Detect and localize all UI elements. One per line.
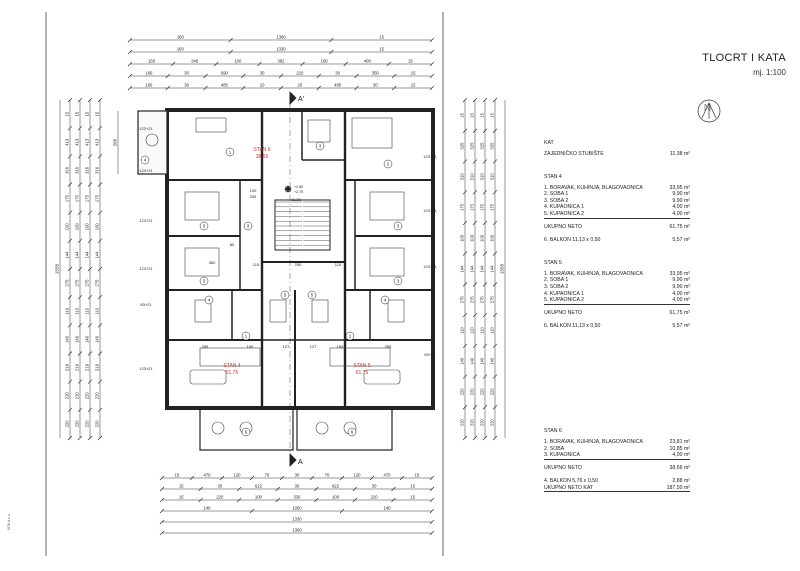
row-label: 1. BORAVAK, KUHINJA, BLAGOVAONICA: [544, 438, 643, 445]
dimension-label: 160: [148, 58, 156, 64]
dimension-label: 175: [459, 204, 465, 212]
room-number: 5: [310, 292, 314, 298]
dimension-label: 100: [234, 58, 242, 64]
dimension-label: 15: [410, 70, 416, 76]
dimension-label: 275: [74, 279, 80, 287]
stair-level-marker: [285, 186, 291, 192]
dimension-label: 144: [64, 251, 70, 259]
room-number: 3: [202, 223, 206, 229]
dimension-label: 15: [178, 483, 184, 489]
inner-dimension-label: 190: [336, 344, 344, 349]
dimension-label: 15: [74, 111, 80, 117]
row-value: 33,95 m²: [669, 184, 690, 191]
dimension-label: 220: [489, 419, 495, 427]
row-label: UKUPNO NETO: [544, 223, 582, 230]
dimension-label: 275: [479, 296, 485, 304]
dimension-label: 100: [332, 494, 340, 500]
dimension-label: 140: [479, 357, 485, 365]
room-number: 1: [244, 333, 248, 339]
dimension-label: 1360: [292, 527, 302, 533]
window-label: 123+21: [139, 366, 153, 371]
window-label: 123+21: [139, 218, 153, 223]
dimension-label: 275: [489, 296, 495, 304]
dimension-label: 30: [371, 483, 377, 489]
dimension-label: 100: [479, 234, 485, 242]
dimension-label: 310: [459, 173, 465, 181]
inner-dimension-label: 205: [249, 194, 257, 199]
window-label: 123+21: [423, 154, 437, 159]
table-row: [544, 224, 690, 231]
dimension-label: 219: [64, 364, 70, 372]
bed: [352, 118, 392, 148]
row-label: 3. KUPAONICA: [544, 452, 580, 459]
bed: [185, 192, 219, 220]
table-row: [544, 198, 690, 205]
dimension-label: 110: [479, 327, 485, 334]
dimension-label: 1330: [292, 516, 302, 522]
dimension-label: 110: [469, 327, 475, 334]
dimension-total-label: 1558: [499, 263, 505, 275]
dimension-label: 30: [335, 70, 340, 76]
dimension-label: 220: [459, 419, 465, 427]
dimension-label: 175: [94, 195, 100, 203]
bed: [196, 118, 226, 132]
dimension-label: 219: [84, 364, 90, 372]
stair-level-2: +2,70: [294, 190, 304, 194]
row-value: 33,95 m²: [669, 270, 690, 277]
row-label: 1. BORAVAK, KUHINJA, BLAGOVAONICA: [544, 270, 643, 277]
dimension-label: 15: [379, 46, 385, 52]
stair-treads: [275, 202, 330, 245]
dimension-label: 110: [459, 327, 465, 334]
dimension-label: 220: [74, 420, 80, 428]
sheet-title: TLOCRT I KATA: [702, 52, 786, 64]
dimension-label: 70: [324, 472, 330, 478]
table-row: [544, 211, 690, 219]
outdoor-table: [316, 422, 328, 434]
dimension-label: 470: [203, 472, 211, 478]
dimension-label: 1330: [276, 46, 286, 52]
dimension-label: 210: [296, 70, 304, 76]
dimension-label: 220: [469, 419, 475, 427]
dimension-label: 220: [64, 392, 70, 400]
dimension-label: 275: [459, 296, 465, 304]
dimension-label: 15: [459, 113, 465, 118]
dimension-label: 15: [469, 113, 475, 118]
dimension-label: 348: [191, 58, 199, 64]
dimension-label: 175: [469, 204, 475, 212]
stair-area: 11,38: [291, 198, 301, 202]
window-labels: [139, 126, 437, 371]
inner-dimension-label: 127: [282, 344, 290, 349]
dimension-label: 140: [94, 335, 100, 343]
dimension-label: 1360: [276, 34, 286, 40]
dimension-label: 690: [220, 70, 228, 76]
row-value: 38,66 m²: [669, 464, 690, 471]
table-row: [544, 478, 690, 485]
dimension-label: 325: [479, 142, 485, 150]
dimension-label: 219: [94, 364, 100, 372]
row-value: 9,90 m²: [672, 283, 690, 290]
sheet-scale: mj. 1:100: [753, 68, 786, 77]
apartment-area-stan5: 61,75: [355, 370, 369, 376]
dimension-label: 144: [469, 265, 475, 273]
stan6-rows: [544, 439, 690, 460]
outdoor-table: [212, 422, 224, 434]
row-value: 187,50 m²: [666, 484, 690, 491]
dimension-label: 15: [84, 111, 90, 117]
row-label: UKUPNO NETO: [544, 309, 582, 316]
dimension-label: 275: [469, 296, 475, 304]
table-row: [544, 237, 690, 244]
dimension-label: 1050: [292, 505, 302, 511]
room-number: 1: [228, 149, 232, 155]
dimension-label: 140: [459, 357, 465, 365]
dimension-label: 15: [410, 483, 416, 489]
dimension-label: 100: [64, 223, 70, 231]
row-label: UKUPNO NETO KAT: [544, 484, 594, 491]
dimension-label: 316: [64, 166, 70, 174]
row-label: 5. KUPAONICA 2: [544, 210, 584, 217]
dimension-label: 144: [489, 265, 495, 273]
apartment-area-stan6: 38,66: [255, 154, 269, 160]
dimension-label: 140: [203, 505, 211, 511]
dimension-label: 120: [353, 472, 361, 478]
bed: [370, 248, 404, 276]
dimension-label: 30: [184, 70, 189, 76]
row-label: 4. KUPAONICA 1: [544, 290, 584, 297]
inner-dimension-label: 190: [246, 344, 254, 349]
room-number: 3: [246, 223, 250, 229]
section-label-bottom: A: [298, 459, 303, 466]
dining-table: [364, 370, 400, 384]
inner-dimension-label: 115: [334, 262, 342, 267]
dimension-label: 160: [176, 46, 184, 52]
dimension-label: 175: [489, 204, 495, 212]
dimension-label: 310: [469, 173, 475, 181]
stan6-title: STAN 6: [544, 427, 562, 434]
dimension-label: 110: [489, 327, 495, 334]
row-value: 11,38 m²: [669, 151, 690, 157]
room-number: 1: [348, 333, 352, 339]
dimension-label: 144: [459, 265, 465, 273]
dimension-label: 100: [94, 223, 100, 231]
dimension-label: 70: [264, 472, 270, 478]
dimension-label: 100: [74, 223, 80, 231]
dimension-label: 100: [459, 234, 465, 242]
dimension-label: 15: [479, 113, 485, 118]
row-value: 4,00 m²: [672, 204, 690, 211]
dimension-label: 15: [410, 494, 416, 500]
room-number: 2: [386, 161, 390, 167]
dimension-label: 400: [363, 58, 371, 64]
row-value: 23,81 m²: [669, 438, 690, 445]
stair-level-1: +2,80: [294, 185, 304, 189]
bathroom-fixture: [308, 120, 330, 142]
dimension-label: 220: [74, 392, 80, 400]
dimension-label: 15: [414, 472, 420, 478]
dimension-label: 325: [459, 142, 465, 150]
dimension-label: 220: [84, 420, 90, 428]
row-value: 10,85 m²: [669, 445, 690, 452]
dimension-label: 140: [469, 357, 475, 365]
table-row: [544, 204, 690, 211]
table-row: [544, 465, 690, 472]
dimension-label: 275: [64, 279, 70, 287]
dimension-label: 220: [64, 420, 70, 428]
table-row: [544, 323, 690, 330]
dimension-label: 325: [469, 142, 475, 150]
table-row: [544, 277, 690, 284]
table-row: [544, 271, 690, 278]
inner-dimension-label: 360: [208, 260, 216, 265]
dimension-label: 110: [84, 307, 90, 315]
stan4-rows: [544, 185, 690, 219]
dimension-label: 413: [74, 138, 80, 146]
dimension-label: 220: [459, 388, 465, 396]
row-value: 5,57 m²: [672, 237, 690, 244]
window-label: 123+21: [423, 264, 437, 269]
dimension-label: 100: [489, 234, 495, 242]
row-value: 4,00 m²: [672, 297, 690, 304]
dimension-label: 144: [479, 265, 485, 273]
dimension-label: 140: [74, 335, 80, 343]
table-row: [544, 151, 690, 158]
window-label: 123+21: [139, 266, 153, 271]
dimension-label: 330: [293, 494, 301, 500]
dimension-label: 382: [277, 58, 285, 64]
bathroom-fixture: [312, 300, 328, 322]
table-row: [544, 291, 690, 298]
window-label: 123+21: [139, 168, 153, 173]
dimension-label: 310: [489, 173, 495, 181]
table-row: [544, 485, 690, 493]
dimension-label: 413: [94, 138, 100, 146]
area-table: [544, 138, 690, 492]
dimension-label: 220: [489, 388, 495, 396]
dimension-label: 100: [320, 58, 328, 64]
dimension-label: 175: [74, 195, 80, 203]
dimension-label: 325: [489, 142, 495, 150]
dimension-label: 413: [84, 138, 90, 146]
dimension-label: 30: [294, 483, 300, 489]
row-label: 4. BALKON 5,76 x 0,50: [544, 478, 598, 485]
bed: [370, 192, 404, 220]
row-label: 3. SOBA 2: [544, 283, 569, 290]
north-arrow-icon: [698, 100, 720, 122]
table-row: [544, 185, 690, 192]
dimension-label: 110: [64, 307, 70, 315]
dimension-label: 120: [233, 472, 241, 478]
dimension-label: 144: [84, 251, 90, 259]
dimension-label: 175: [479, 204, 485, 212]
row-value: 5,57 m²: [672, 323, 690, 330]
dimension-label: 485: [220, 82, 228, 88]
table-row: [544, 310, 690, 317]
dimension-label: 30: [184, 82, 189, 88]
row-value: 4,00 m²: [672, 452, 690, 459]
row-label: 2. SOBA: [544, 445, 565, 452]
table-row: [544, 284, 690, 291]
stan4-title: STAN 4: [544, 173, 562, 180]
dimension-label: 15: [408, 58, 413, 64]
dimension-total-label: 1558: [54, 263, 60, 275]
dimension-label: 15: [94, 111, 100, 117]
room-number: 6: [350, 429, 354, 435]
office-stamp: KPB d.o.o.: [7, 513, 11, 530]
dimension-label: 144: [74, 251, 80, 259]
dimension-label: 220: [94, 392, 100, 400]
inner-dimension-label: 285: [384, 344, 392, 349]
dimension-total-label: 265: [112, 138, 118, 147]
dimension-label: 220: [216, 494, 224, 500]
table-row: [544, 446, 690, 453]
dimension-label: 220: [479, 419, 485, 427]
dimension-label: 15: [174, 472, 180, 478]
dimension-label: 30: [294, 472, 300, 478]
bathroom-fixture: [270, 300, 286, 322]
bathroom-fixture: [388, 300, 404, 322]
row-label: 1. BORAVAK, KUHINJA, BLAGOVAONICA: [544, 184, 643, 191]
room-number: 4: [207, 297, 211, 303]
dining-table: [190, 370, 226, 384]
inner-dimensions: [202, 188, 392, 349]
row-value: 9,90 m²: [672, 191, 690, 198]
row-label: 3. SOBA 2: [544, 197, 569, 204]
row-value: 61,75 m²: [669, 309, 690, 316]
dimension-label: 175: [64, 195, 70, 203]
stan5-title: STAN 5: [544, 259, 562, 266]
dimension-label: 15: [64, 111, 70, 117]
window-label: 123+21: [139, 126, 153, 131]
inner-dimension-label: 127: [309, 344, 317, 349]
dimension-label: 10: [259, 82, 265, 88]
row-label: ZAJEDNIČKO STUBIŠTE: [544, 151, 604, 157]
dimension-label: 220: [479, 388, 485, 396]
dimension-label: 219: [74, 364, 80, 372]
row-label: 2. SOBA 1: [544, 191, 569, 198]
dimension-label: 30: [373, 82, 378, 88]
dimension-label: 275: [84, 279, 90, 287]
dimension-label: 220: [84, 392, 90, 400]
dimension-label: 100: [469, 234, 475, 242]
dimension-label: 110: [74, 307, 80, 315]
row-value: 9,90 m²: [672, 197, 690, 204]
dimension-label: 160: [145, 82, 153, 88]
row-value: 4,00 m²: [672, 210, 690, 217]
dimension-label: 160: [176, 34, 184, 40]
room-number: 3: [318, 143, 322, 149]
inner-dimension-label: 80: [229, 242, 235, 247]
dimension-label: 15: [410, 82, 416, 88]
dimension-label: 140: [64, 335, 70, 343]
dimension-label: 175: [84, 195, 90, 203]
dimension-label: 140: [84, 335, 90, 343]
dimension-label: 622: [332, 483, 340, 489]
room-number: 4: [143, 157, 147, 163]
table-row: [544, 191, 690, 198]
dimension-label: 316: [94, 166, 100, 174]
dimension-label: 350: [371, 70, 379, 76]
apartment-area-stan4: 61,75: [225, 370, 239, 376]
inner-dimension-label: 115: [252, 262, 260, 267]
dimension-label: 470: [383, 472, 391, 478]
window-label: 123+21: [423, 208, 437, 213]
dimension-label: 30: [217, 483, 223, 489]
table-row: [544, 452, 690, 460]
dimension-label: 316: [84, 166, 90, 174]
dimension-label: 220: [370, 494, 378, 500]
dimension-label: 100: [254, 494, 262, 500]
dimension-label: 160: [145, 70, 153, 76]
dimension-label: 110: [94, 307, 100, 315]
room-number: 3: [396, 278, 400, 284]
table-row: [544, 439, 690, 446]
row-label: 6. BALKON 11,13 x 0,50: [544, 323, 601, 330]
stan5-rows: [544, 271, 690, 305]
dimension-label: 220: [469, 388, 475, 396]
dimension-label: 485: [334, 82, 342, 88]
room-number: 5: [283, 292, 287, 298]
row-value: 61,75 m²: [669, 223, 690, 230]
dimension-label: 140: [383, 505, 391, 511]
furniture: [143, 118, 404, 434]
row-label: 4. KUPAONICA 1: [544, 204, 584, 211]
room-number: 6: [244, 429, 248, 435]
dimension-label: 20: [297, 82, 303, 88]
room-number: 3: [202, 278, 206, 284]
inner-dimension-label: 100: [249, 188, 257, 193]
dimension-label: 15: [379, 34, 385, 40]
inner-dimension-label: 250: [294, 262, 302, 267]
dimension-label: 310: [479, 173, 485, 181]
dimension-label: 100: [84, 223, 90, 231]
row-label: 6. BALKON 11,13 x 0,50: [544, 237, 601, 244]
dimension-label: 275: [94, 279, 100, 287]
dimension-label: 15: [489, 113, 495, 118]
inner-dimension-label: 285: [201, 344, 209, 349]
room-number: 4: [383, 297, 387, 303]
table-row: [544, 297, 690, 305]
section-label-top: A': [298, 96, 305, 103]
dimension-label: 15: [178, 494, 184, 500]
dimension-label: 413: [64, 138, 70, 146]
apartment-label-stan5: STAN 5: [353, 363, 371, 369]
dimension-label: 220: [94, 420, 100, 428]
window-label: 83+21: [140, 302, 152, 307]
apartment-label-stan4: STAN 4: [223, 363, 241, 369]
dimension-label: 140: [489, 357, 495, 365]
table-heading: KAT: [544, 140, 554, 146]
dimension-label: 622: [254, 483, 262, 489]
dimension-label: 144: [94, 251, 100, 259]
dimension-label: 316: [74, 166, 80, 174]
dimension-label: 30: [259, 70, 265, 76]
row-label: UKUPNO NETO: [544, 464, 582, 471]
row-label: 5. KUPAONICA 2: [544, 297, 584, 304]
window-label: 83+21: [424, 352, 436, 357]
room-number: 3: [396, 223, 400, 229]
apartment-label-stan6: STAN 6: [253, 147, 271, 153]
row-value: 9,90 m²: [672, 277, 690, 284]
row-value: 2,88 m²: [672, 478, 690, 485]
row-value: 4,00 m²: [672, 290, 690, 297]
row-label: 2. SOBA 1: [544, 277, 569, 284]
